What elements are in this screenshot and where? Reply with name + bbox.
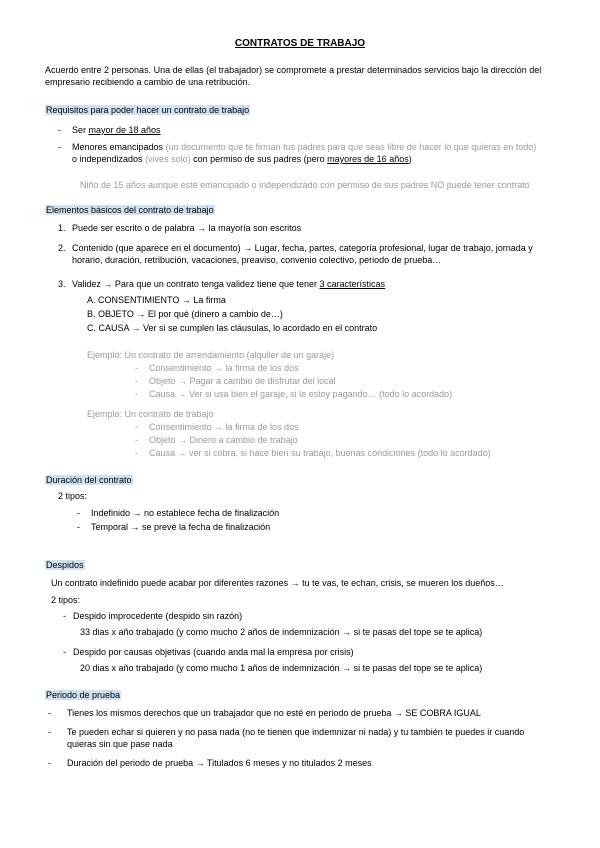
caracteristica-objeto: B. OBJETO → El por qué (dinero a cambio de…) — [87, 309, 283, 319]
section-heading-duracion: Duración del contrato — [46, 475, 132, 485]
prueba-item: - Te pueden echar si quieren y no pasa nada (no te tienen que indemnizar ni nada) y tu también te puedes ir cuando quieras sin que pase nada — [48, 727, 525, 750]
elementos-item-3: 3. Validez → Para que un contrato tenga validez tiene que tener 3 características — [58, 279, 386, 289]
intro-paragraph: Acuerdo entre 2 personas. Una de ellas (el trabajador) se compromete a prestar determinados servicios bajo la dirección del empresario recibiendo a cambio de una retribución. — [45, 65, 542, 88]
ejemplo-1-item: - Causa → Ver si usa bien el garaje, si le estoy pagando… (todo lo acordado) — [135, 389, 453, 399]
prueba-item: - Duración del periodo de prueba → Titulados 6 meses y no titulados 2 meses — [48, 758, 372, 768]
ejemplo-2-item: - Consentimiento → la firma de los dos — [135, 422, 299, 432]
ejemplo-2-title: Ejemplo: Un contrato de trabajo — [87, 409, 214, 419]
caracteristica-causa: C. CAUSA → Ver si se cumplen las cláusulas, lo acordado en el contrato — [87, 323, 378, 333]
despido-improcedente: - Despido improcedente (despido sin razón) — [63, 611, 243, 621]
section-heading-elementos: Elementos básicos del contrato de trabajo — [46, 205, 214, 215]
despido-improcedente-detail: 33 dias x año trabajado (y como mucho 2 años de indemnización → si te pasas del tope se te aplica) — [80, 627, 483, 637]
section-heading-prueba: Periodo de prueba — [46, 690, 121, 700]
section-heading-despidos: Despidos — [46, 560, 84, 570]
ejemplo-1-item: - Objeto → Pagar a cambio de disfrutar del local — [135, 376, 336, 386]
elementos-item-2: 2. Contenido (que aparece en el documento) → Lugar, fecha, partes, categoría profesional, lugar de trabajo, jornada y horario, duración, retribución, vacaciones, preaviso, convenio colectivo, periodo de prueba… — [58, 243, 533, 266]
ejemplo-2-item: - Causa → ver si cobra, si hace bien su trabajo, buenas condiciones (todo lo acordado) — [135, 448, 491, 458]
despidos-tipos: 2 tipos: — [51, 595, 81, 605]
ejemplo-2-item: - Objeto → Dinero a cambio de trabajo — [135, 435, 298, 445]
requisitos-note: Niño de 15 años aunque esté emancipado o independizado con permiso de sus padres NO puede tener contrato — [80, 180, 530, 190]
document-title: CONTRATOS DE TRABAJO — [234, 38, 366, 49]
ejemplo-1-item: - Consentimiento → la firma de los dos — [135, 363, 299, 373]
despido-causas-objetivas-detail: 20 dias x año trabajado (y como mucho 1 años de indemnización → si te pasas del tope se te aplica) — [80, 663, 483, 673]
requisitos-item-2: - Menores emancipados (un documento que te firman tus padres para que seas libre de hacer lo que quieras en todo) o independizados (vives solo) con permiso de sus padres (pero mayores de 16 años) — [58, 142, 537, 165]
duracion-item-temporal: - Temporal → se prevé la fecha de finalización — [77, 522, 271, 532]
caracteristica-consentimiento: A. CONSENTIMIENTO → La firma — [87, 295, 226, 305]
section-heading-requisitos: Requisitos para poder hacer un contrato de trabajo — [46, 105, 250, 115]
despidos-intro: Un contrato indefinido puede acabar por diferentes razones → tu te vas, te echan, crisis, se mueren los dueños… — [51, 578, 504, 588]
duracion-tipos: 2 tipos: — [58, 491, 88, 501]
duracion-item-indefinido: - Indefinido → no establece fecha de finalización — [77, 508, 280, 518]
requisitos-item-1: - Ser mayor de 18 años — [58, 125, 161, 135]
prueba-item: - Tienes los mismos derechos que un trabajador que no esté en periodo de prueba → SE COBRA IGUAL — [48, 708, 481, 718]
elementos-item-1: 1. Puede ser escrito o de palabra → la mayoría son escritos — [58, 223, 302, 233]
ejemplo-1-title: Ejemplo: Un contrato de arrendamiento (alquiler de un garaje) — [87, 350, 335, 360]
despido-causas-objetivas: - Despido por causas objetivas (cuando anda mal la empresa por crisis) — [63, 647, 354, 657]
